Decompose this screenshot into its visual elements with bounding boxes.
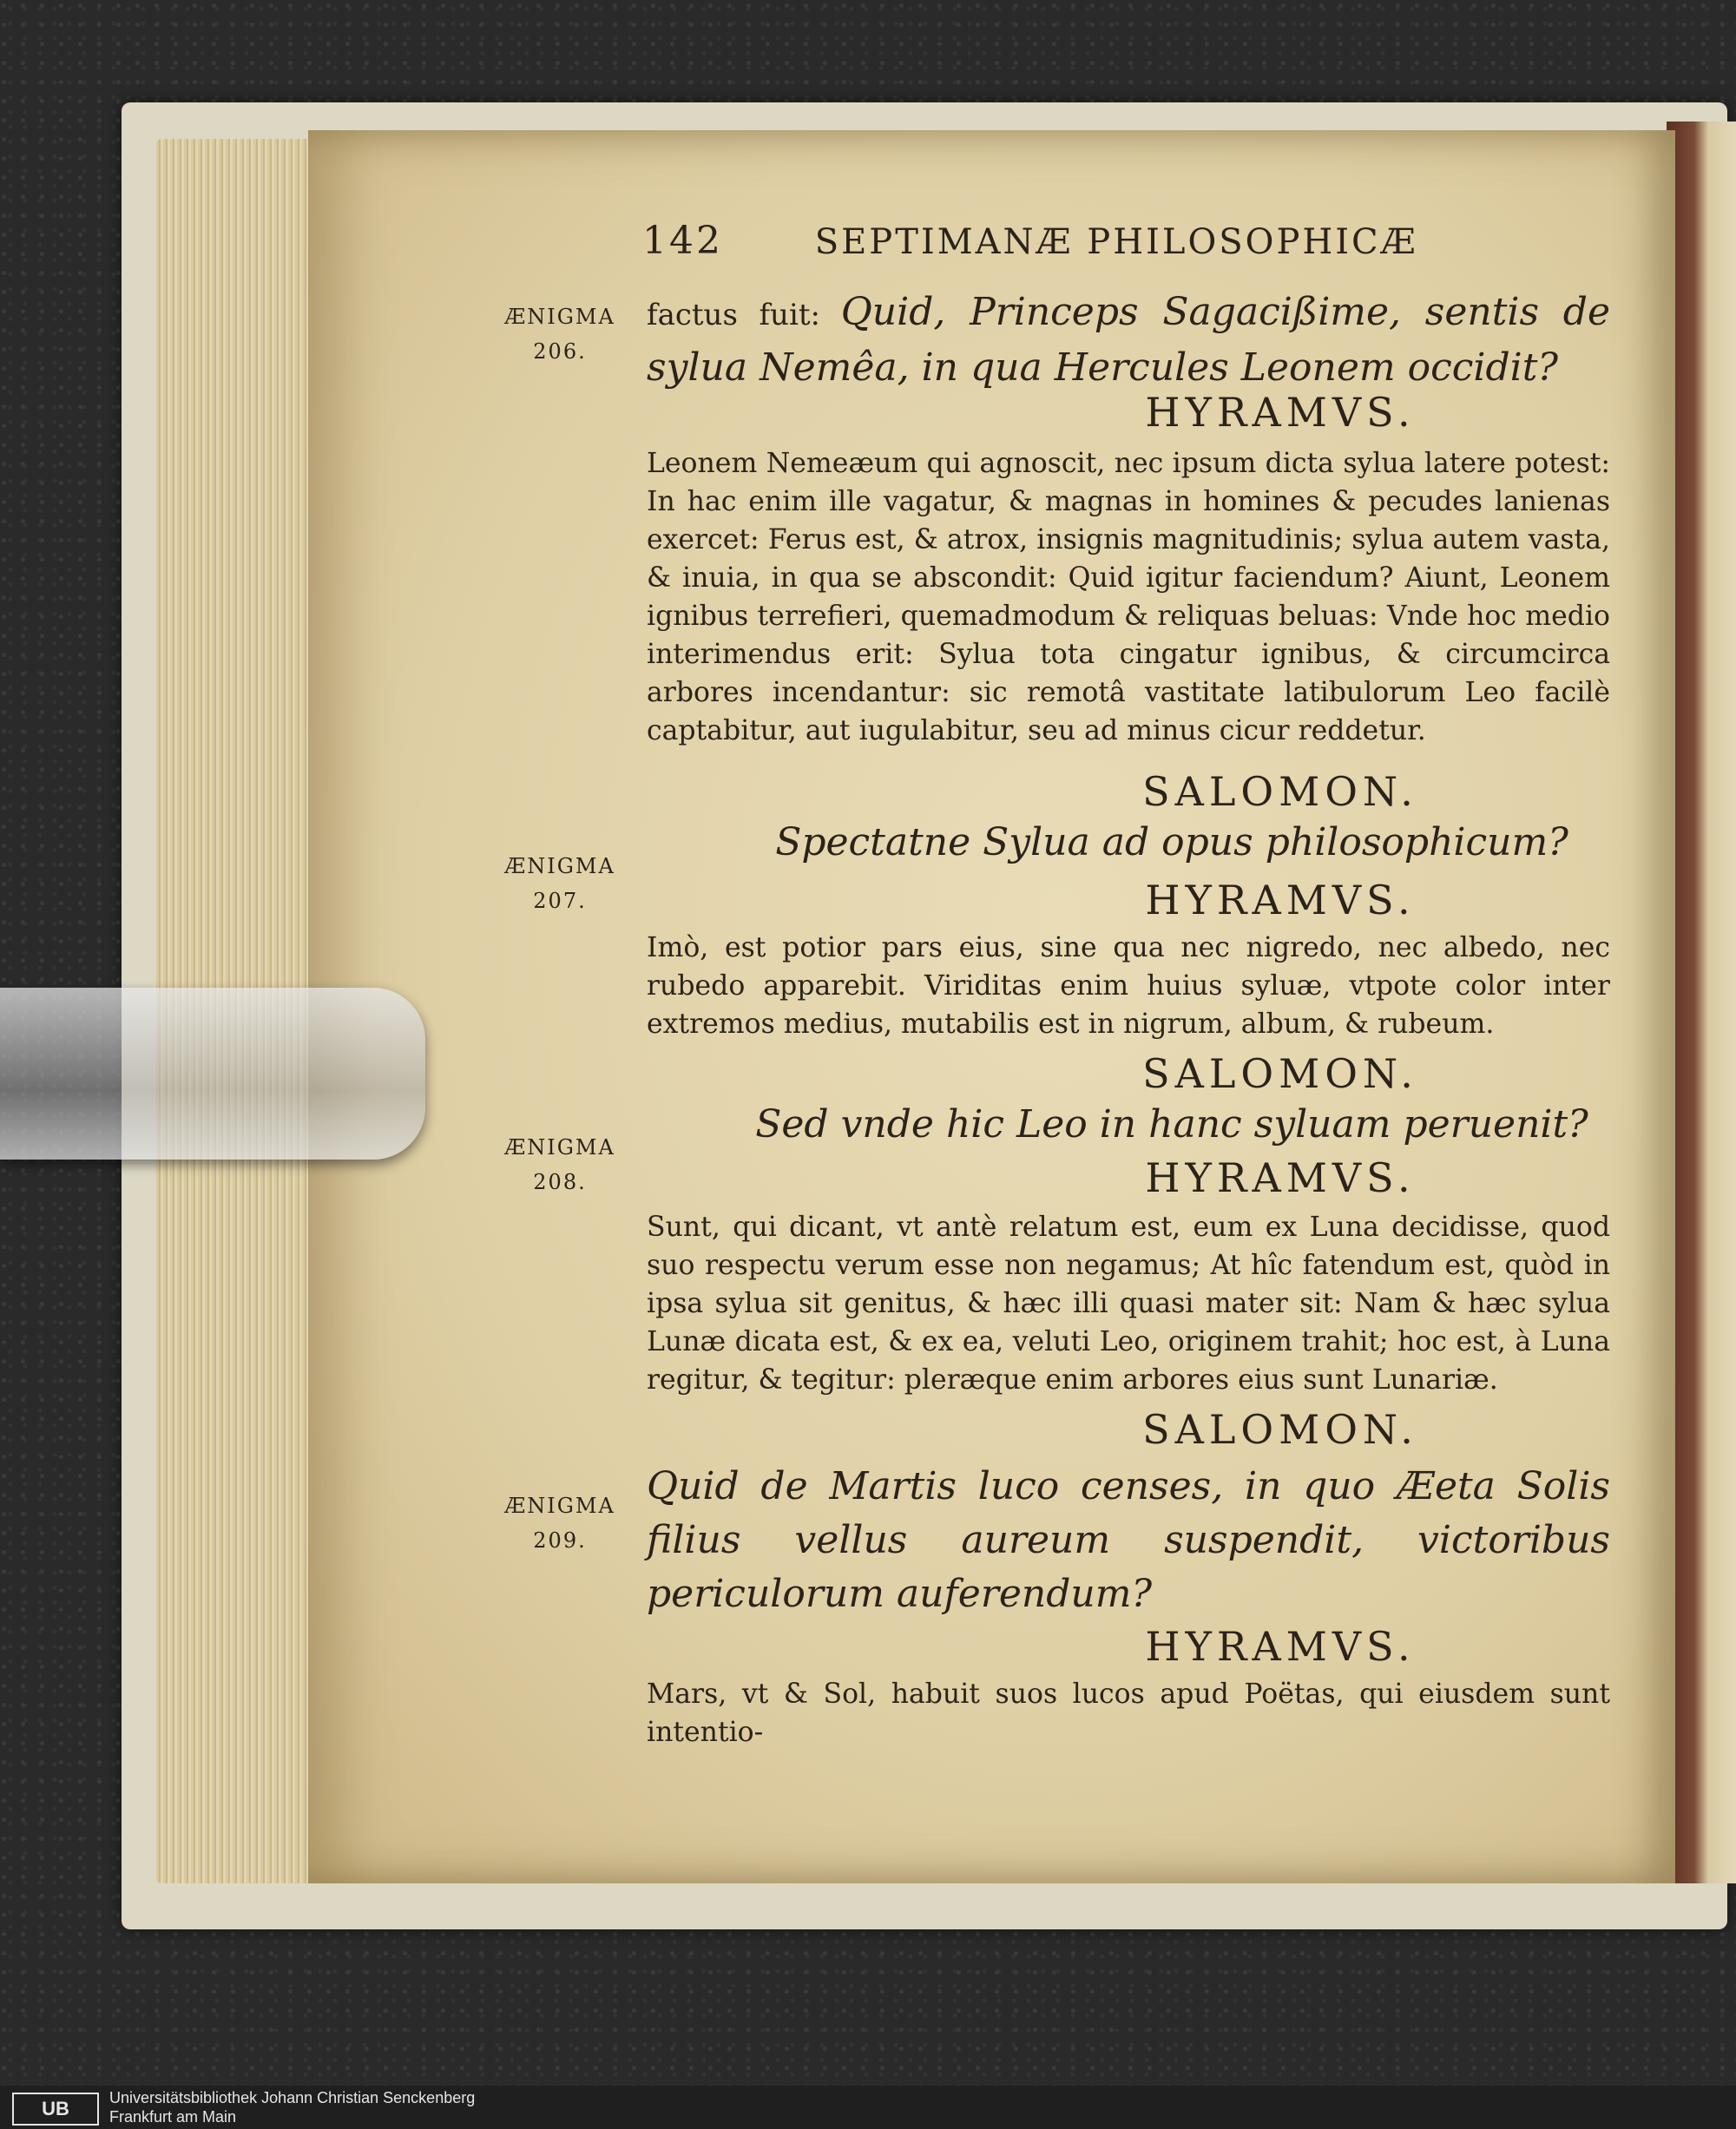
footer-bar — [0, 2086, 1736, 2129]
speaker-heading: SALOMON. — [1142, 1050, 1418, 1097]
answer-207: Imò, est potior pars eius, sine qua nec nigredo, nec albedo, nec rubedo apparebit. Viriditas enim huius syluæ, vtpote color inter extremos medius, mutabilis est in nigrum, album, & rubeum. — [647, 932, 1610, 1040]
speaker-heading: HYRAMVS. — [1145, 389, 1416, 436]
speaker-heading: SALOMON. — [1142, 1406, 1418, 1453]
question-lead: factus fuit: — [647, 298, 820, 332]
margin-label: ÆNIGMA — [504, 1135, 615, 1160]
speaker-heading: HYRAMVS. — [1145, 1154, 1416, 1201]
answer-209: Mars, vt & Sol, habuit suos lucos apud Poëtas, qui eiusdem sunt intentio- — [647, 1679, 1610, 1748]
margin-number: 206. — [533, 339, 587, 364]
page-number: 142 — [642, 219, 723, 263]
answer-206: Leonem Nemeæum qui agnoscit, nec ipsum dicta sylua latere potest: In hac enim ille vagatur, & magnas in homines & pecudes lanienas exercet: Ferus est, & atrox, insignis magnitudinis; sylua autem vasta, & inuia, in qua se abscondit: Quid igitur faciendum? Aiunt, Leonem ignibus terrefieri, quemadmodum & reliquas beluas: Vnde hoc medio interimendus erit: Sylua tota cingatur ignibus, & circumcirca arbores incendantur: sic remotâ vastitate latibulorum Leo facilè captabitur, aut iugulabitur, seu ad minus cicur reddetur. — [647, 448, 1610, 746]
margin-note-209 — [486, 1488, 634, 1558]
margin-label: ÆNIGMA — [504, 305, 615, 329]
speaker-heading: HYRAMVS. — [1145, 877, 1416, 923]
running-head — [642, 219, 1554, 263]
running-title: SEPTIMANÆ PHILOSOPHICÆ — [814, 222, 1418, 262]
question-208: Sed vnde hic Leo in hanc syluam peruenit? — [755, 1102, 1588, 1147]
margin-number: 209. — [533, 1528, 587, 1553]
margin-note-207 — [486, 849, 634, 918]
speaker-heading: SALOMON. — [1142, 768, 1418, 815]
speaker-heading: HYRAMVS. — [1145, 1623, 1416, 1670]
library-logo: UB — [12, 2093, 99, 2126]
question-209: Quid de Martis luco censes, in quo Æeta Solis filius vellus aureum suspendit, victoribus periculorum auferendum? — [647, 1464, 1610, 1616]
library-name: Universitätsbibliothek Johann Christian Senckenberg — [109, 2089, 476, 2106]
answer-208: Sunt, qui dicant, vt antè relatum est, eum ex Luna decidisse, quod suo respectu verum esse non negamus; At hîc fatendum est, quòd in ipsa sylua sit genitus, & hæc illi quasi mater sit: Nam & hæc sylua Lunæ dicata est, & ex ea, veluti Leo, originem trahit; hoc est, à Luna regitur, & tegitur: pleræque enim arbores eius sunt Lunariæ. — [647, 1212, 1610, 1396]
margin-note-206 — [486, 299, 634, 369]
margin-label: ÆNIGMA — [504, 1494, 615, 1518]
question-207: Spectatne Sylua ad opus philosophicum? — [775, 820, 1568, 864]
book-gutter — [1667, 122, 1736, 1883]
library-location: Frankfurt am Main — [109, 2108, 237, 2126]
margin-number: 207. — [533, 889, 587, 913]
margin-note-208 — [486, 1130, 634, 1199]
margin-label: ÆNIGMA — [504, 854, 615, 878]
question-206 — [647, 286, 1610, 398]
question-italic: Quid, Princeps Sagacißime, sentis de sylua Nemêa, in qua Hercules Leonem occidit? — [647, 290, 1611, 390]
margin-number: 208. — [533, 1170, 587, 1194]
glass-page-weight — [0, 988, 425, 1160]
